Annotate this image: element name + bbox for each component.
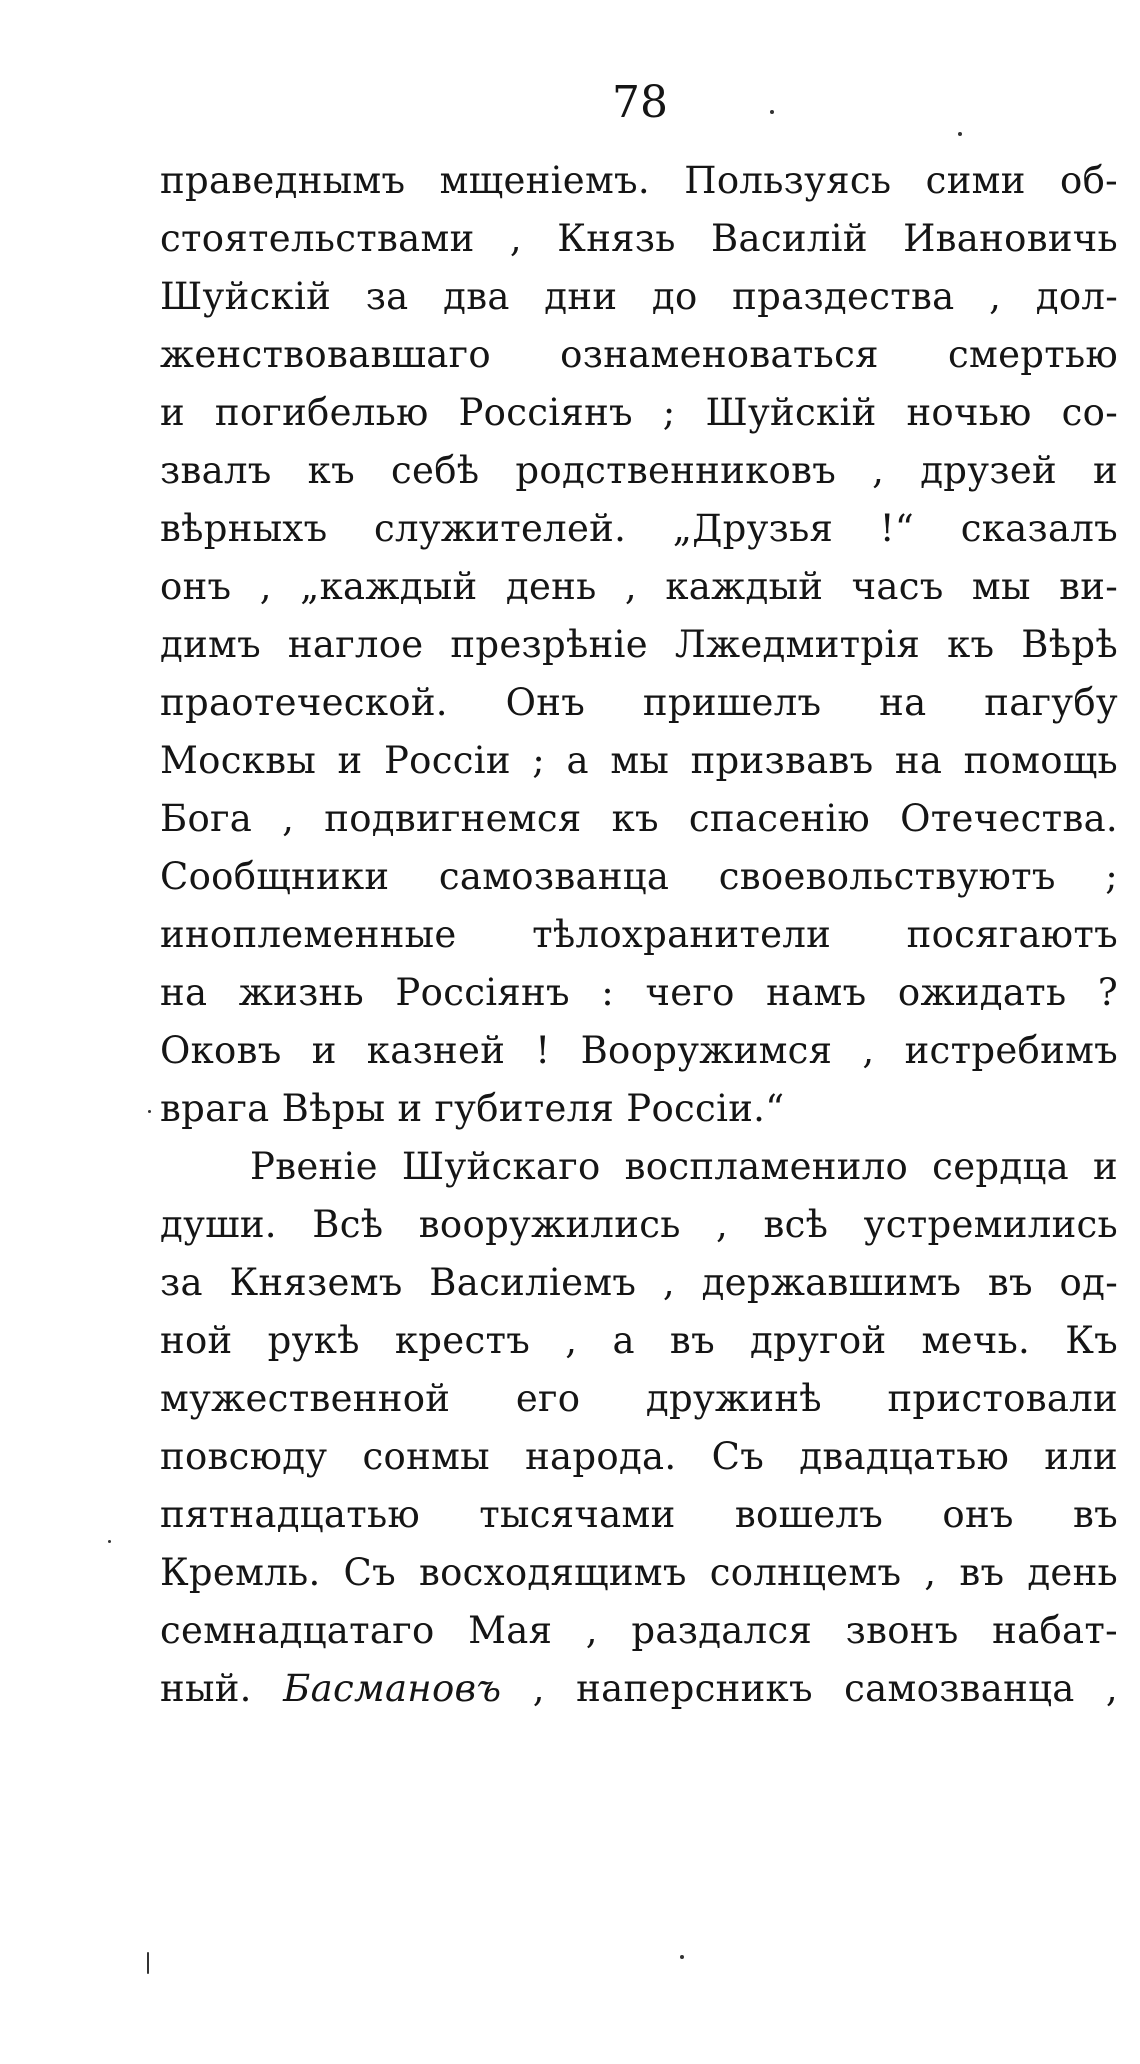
text-line: иноплеменные тѣлохранители посягаютъ [160,913,1118,956]
text-line: врага Вѣры и губителя Россіи.“ [160,1087,785,1130]
text-line: за Княземъ Василіемъ , державшимъ въ од- [160,1261,1118,1304]
text-line: звалъ къ себѣ родственниковъ , друзей и [160,449,1118,492]
page-number: 78 [612,77,668,128]
text-line: повсюду сонмы народа. Съ двадцатью или [160,1435,1118,1478]
text-line: стоятельствами , Князь Василій Ивановичь [160,217,1118,260]
scan-speck [770,110,774,114]
text-line: онъ , „каждый день , каждый часъ мы ви- [160,565,1118,608]
text-line: Бога , подвигнемся къ спасенію Отечества. [160,797,1118,840]
text-line: семнадцатаго Мая , раздался звонъ набат- [160,1609,1118,1652]
italic-name: Басмановъ [283,1667,502,1710]
text-line: женствовавшаго ознаменоваться смертью [160,333,1118,376]
scan-speck [958,132,962,136]
text-line: вѣрныхъ служителей. „Друзья !“ сказалъ [160,507,1118,550]
text-line: и погибелью Россіянъ ; Шуйскій ночью со- [160,391,1118,434]
text-line: ной рукѣ крестъ , а въ другой мечь. Къ [160,1319,1118,1362]
body-text [160,152,1118,1718]
text-line: Сообщники самозванца своевольствуютъ ; [160,855,1118,898]
text-line: Шуйскій за два дни до праздества , дол- [160,275,1118,318]
text-line: Рвеніе Шуйскаго воспламенило сердца и [250,1145,1118,1188]
text-line: праотеческой. Онъ пришелъ на пагубу [160,681,1118,724]
text-line: ный. Басмановъ , наперсникъ самозванца , [160,1667,1118,1710]
paragraph-2 [160,1138,1118,1718]
text-line: Кремль. Съ восходящимъ солнцемъ , въ день [160,1551,1118,1594]
paragraph-1 [160,152,1118,1138]
scan-speck [148,1110,151,1113]
scan-speck [108,1540,111,1543]
text-line: праведнымъ мщеніемъ. Пользуясь сими об- [160,159,1118,202]
text-line: димъ наглое презрѣніе Лжедмитрія къ Вѣрѣ [160,623,1118,666]
text-line: Москвы и Россіи ; а мы призвавъ на помощь [160,739,1118,782]
text-line: на жизнь Россіянъ : чего намъ ожидать ? [160,971,1118,1014]
text-line: пятнадцатью тысячами вошелъ онъ въ [160,1493,1118,1536]
scan-speck [147,1952,149,1974]
text-line: души. Всѣ вооружились , всѣ устремились [160,1203,1118,1246]
text-line: Оковъ и казней ! Вооружимся , истребимъ [160,1029,1118,1072]
scan-speck [680,1955,684,1959]
text-line: мужественной его дружинѣ пристовали [160,1377,1118,1420]
